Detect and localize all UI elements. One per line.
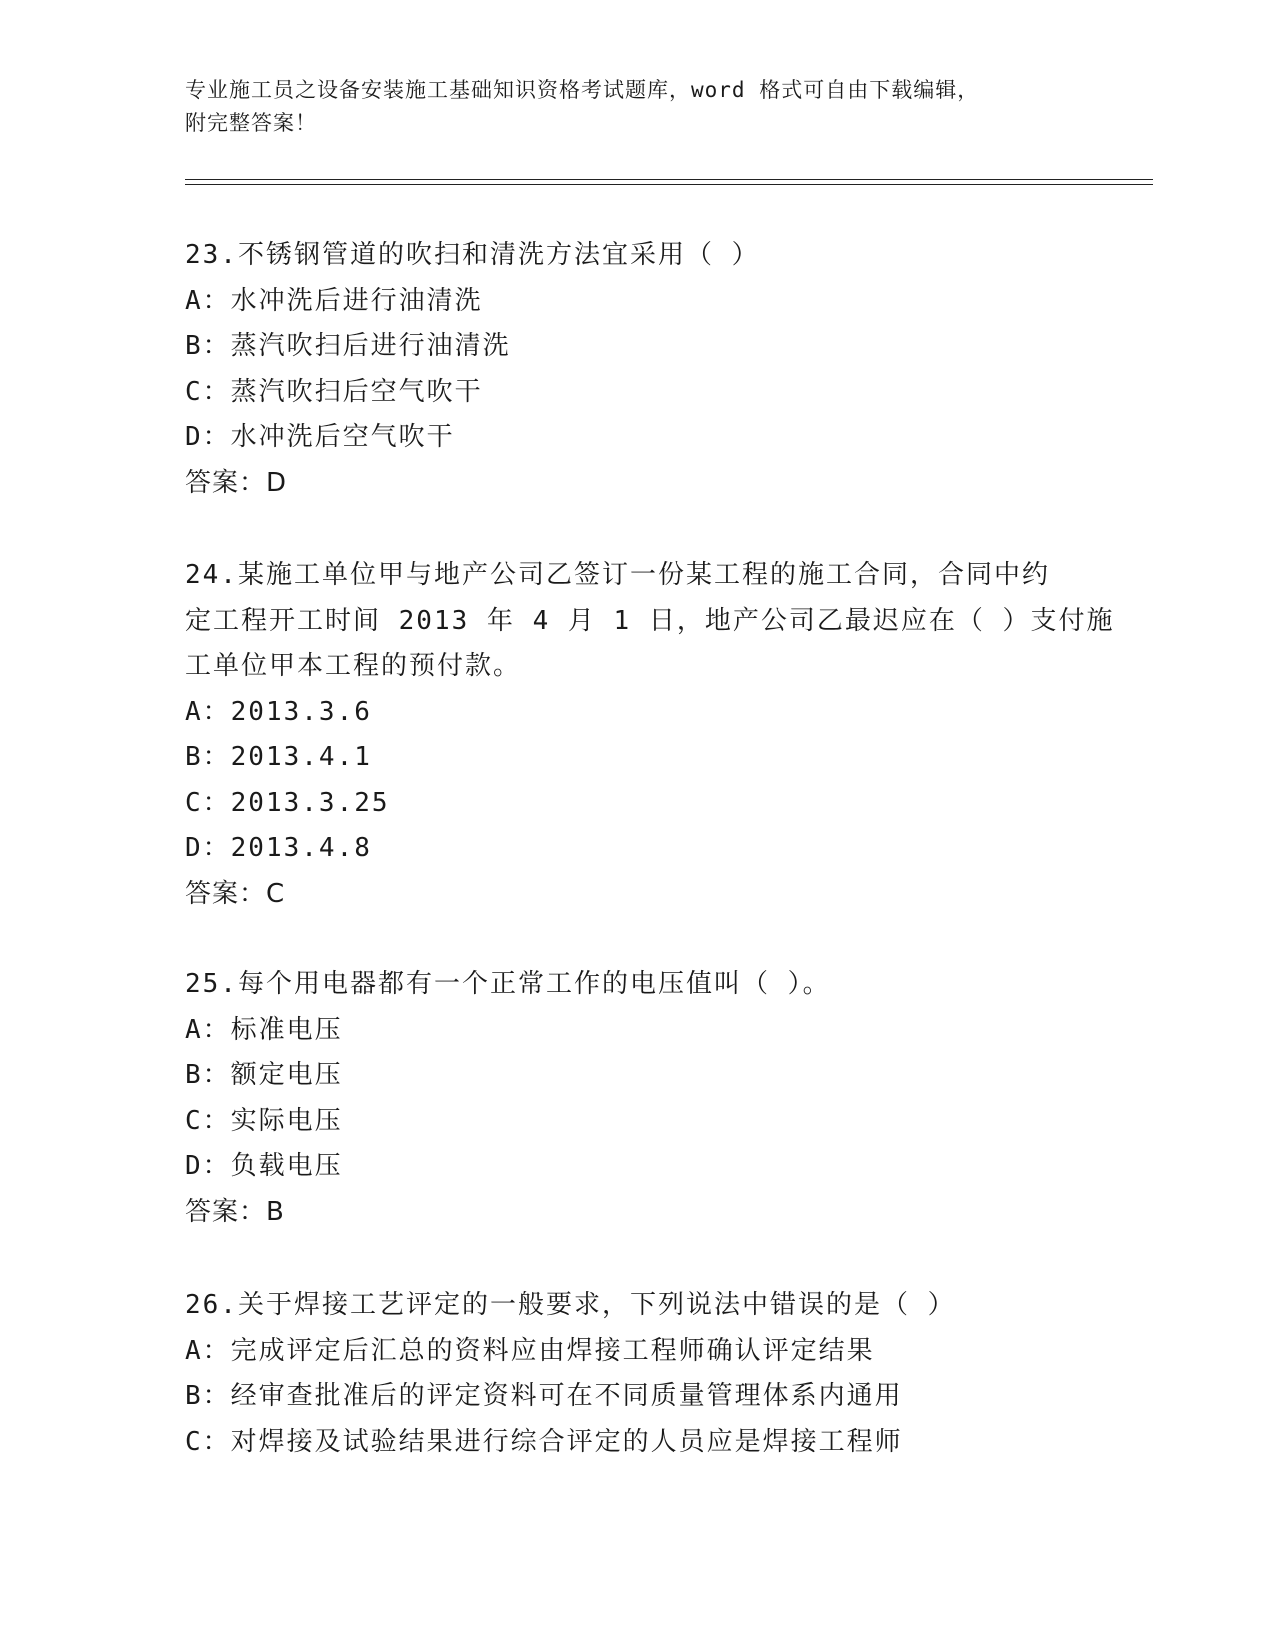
option-c: C：蒸汽吹扫后空气吹干 xyxy=(185,376,483,407)
question-stem-line-1: 24.某施工单位甲与地产公司乙签订一份某工程的施工合同，合同中约 xyxy=(185,560,1050,590)
option-c: C：2013.3.25 xyxy=(185,787,390,818)
option-c: C：对焊接及试验结果进行综合评定的人员应是焊接工程师 xyxy=(185,1426,903,1457)
option-a: A：标准电压 xyxy=(185,1014,343,1045)
question-stem-line-3: 工单位甲本工程的预付款。 xyxy=(185,651,522,681)
option-b: B：蒸汽吹扫后进行油清洗 xyxy=(185,331,511,361)
option-c: C：实际电压 xyxy=(185,1105,343,1136)
option-b: B：额定电压 xyxy=(185,1060,343,1090)
question-25 xyxy=(185,962,1085,1235)
option-d: D：2013.4.8 xyxy=(185,833,372,863)
question-stem: 23.不锈钢管道的吹扫和清洗方法宜采用（ ） xyxy=(185,240,760,270)
option-b: B：2013.4.1 xyxy=(185,742,372,772)
header-divider-top xyxy=(185,179,1153,180)
question-stem-line-2: 定工程开工时间 2013 年 4 月 1 日，地产公司乙最迟应在（ ）支付施 xyxy=(185,605,1115,636)
answer-line: 答案：D xyxy=(185,467,288,498)
option-a: A：完成评定后汇总的资料应由焊接工程师确认评定结果 xyxy=(185,1335,875,1366)
option-a: A：2013.3.6 xyxy=(185,696,372,727)
header-divider-bottom xyxy=(185,184,1153,185)
answer-line: 答案：C xyxy=(185,878,286,909)
header-line-2: 附完整答案！ xyxy=(185,111,317,135)
option-a: A：水冲洗后进行油清洗 xyxy=(185,285,483,316)
option-d: D：水冲洗后空气吹干 xyxy=(185,422,455,452)
option-d: D：负载电压 xyxy=(185,1151,343,1181)
question-26 xyxy=(185,1283,1085,1465)
document-header xyxy=(185,74,1085,140)
answer-line: 答案：B xyxy=(185,1196,285,1227)
header-line-1: 专业施工员之设备安装施工基础知识资格考试题库，word 格式可自由下载编辑， xyxy=(185,78,980,102)
question-stem: 26.关于焊接工艺评定的一般要求，下列说法中错误的是（ ） xyxy=(185,1290,956,1320)
option-b: B：经审查批准后的评定资料可在不同质量管理体系内通用 xyxy=(185,1381,903,1411)
question-23 xyxy=(185,233,1085,506)
question-24 xyxy=(185,553,1115,917)
question-stem: 25.每个用电器都有一个正常工作的电压值叫（ ）。 xyxy=(185,969,831,999)
